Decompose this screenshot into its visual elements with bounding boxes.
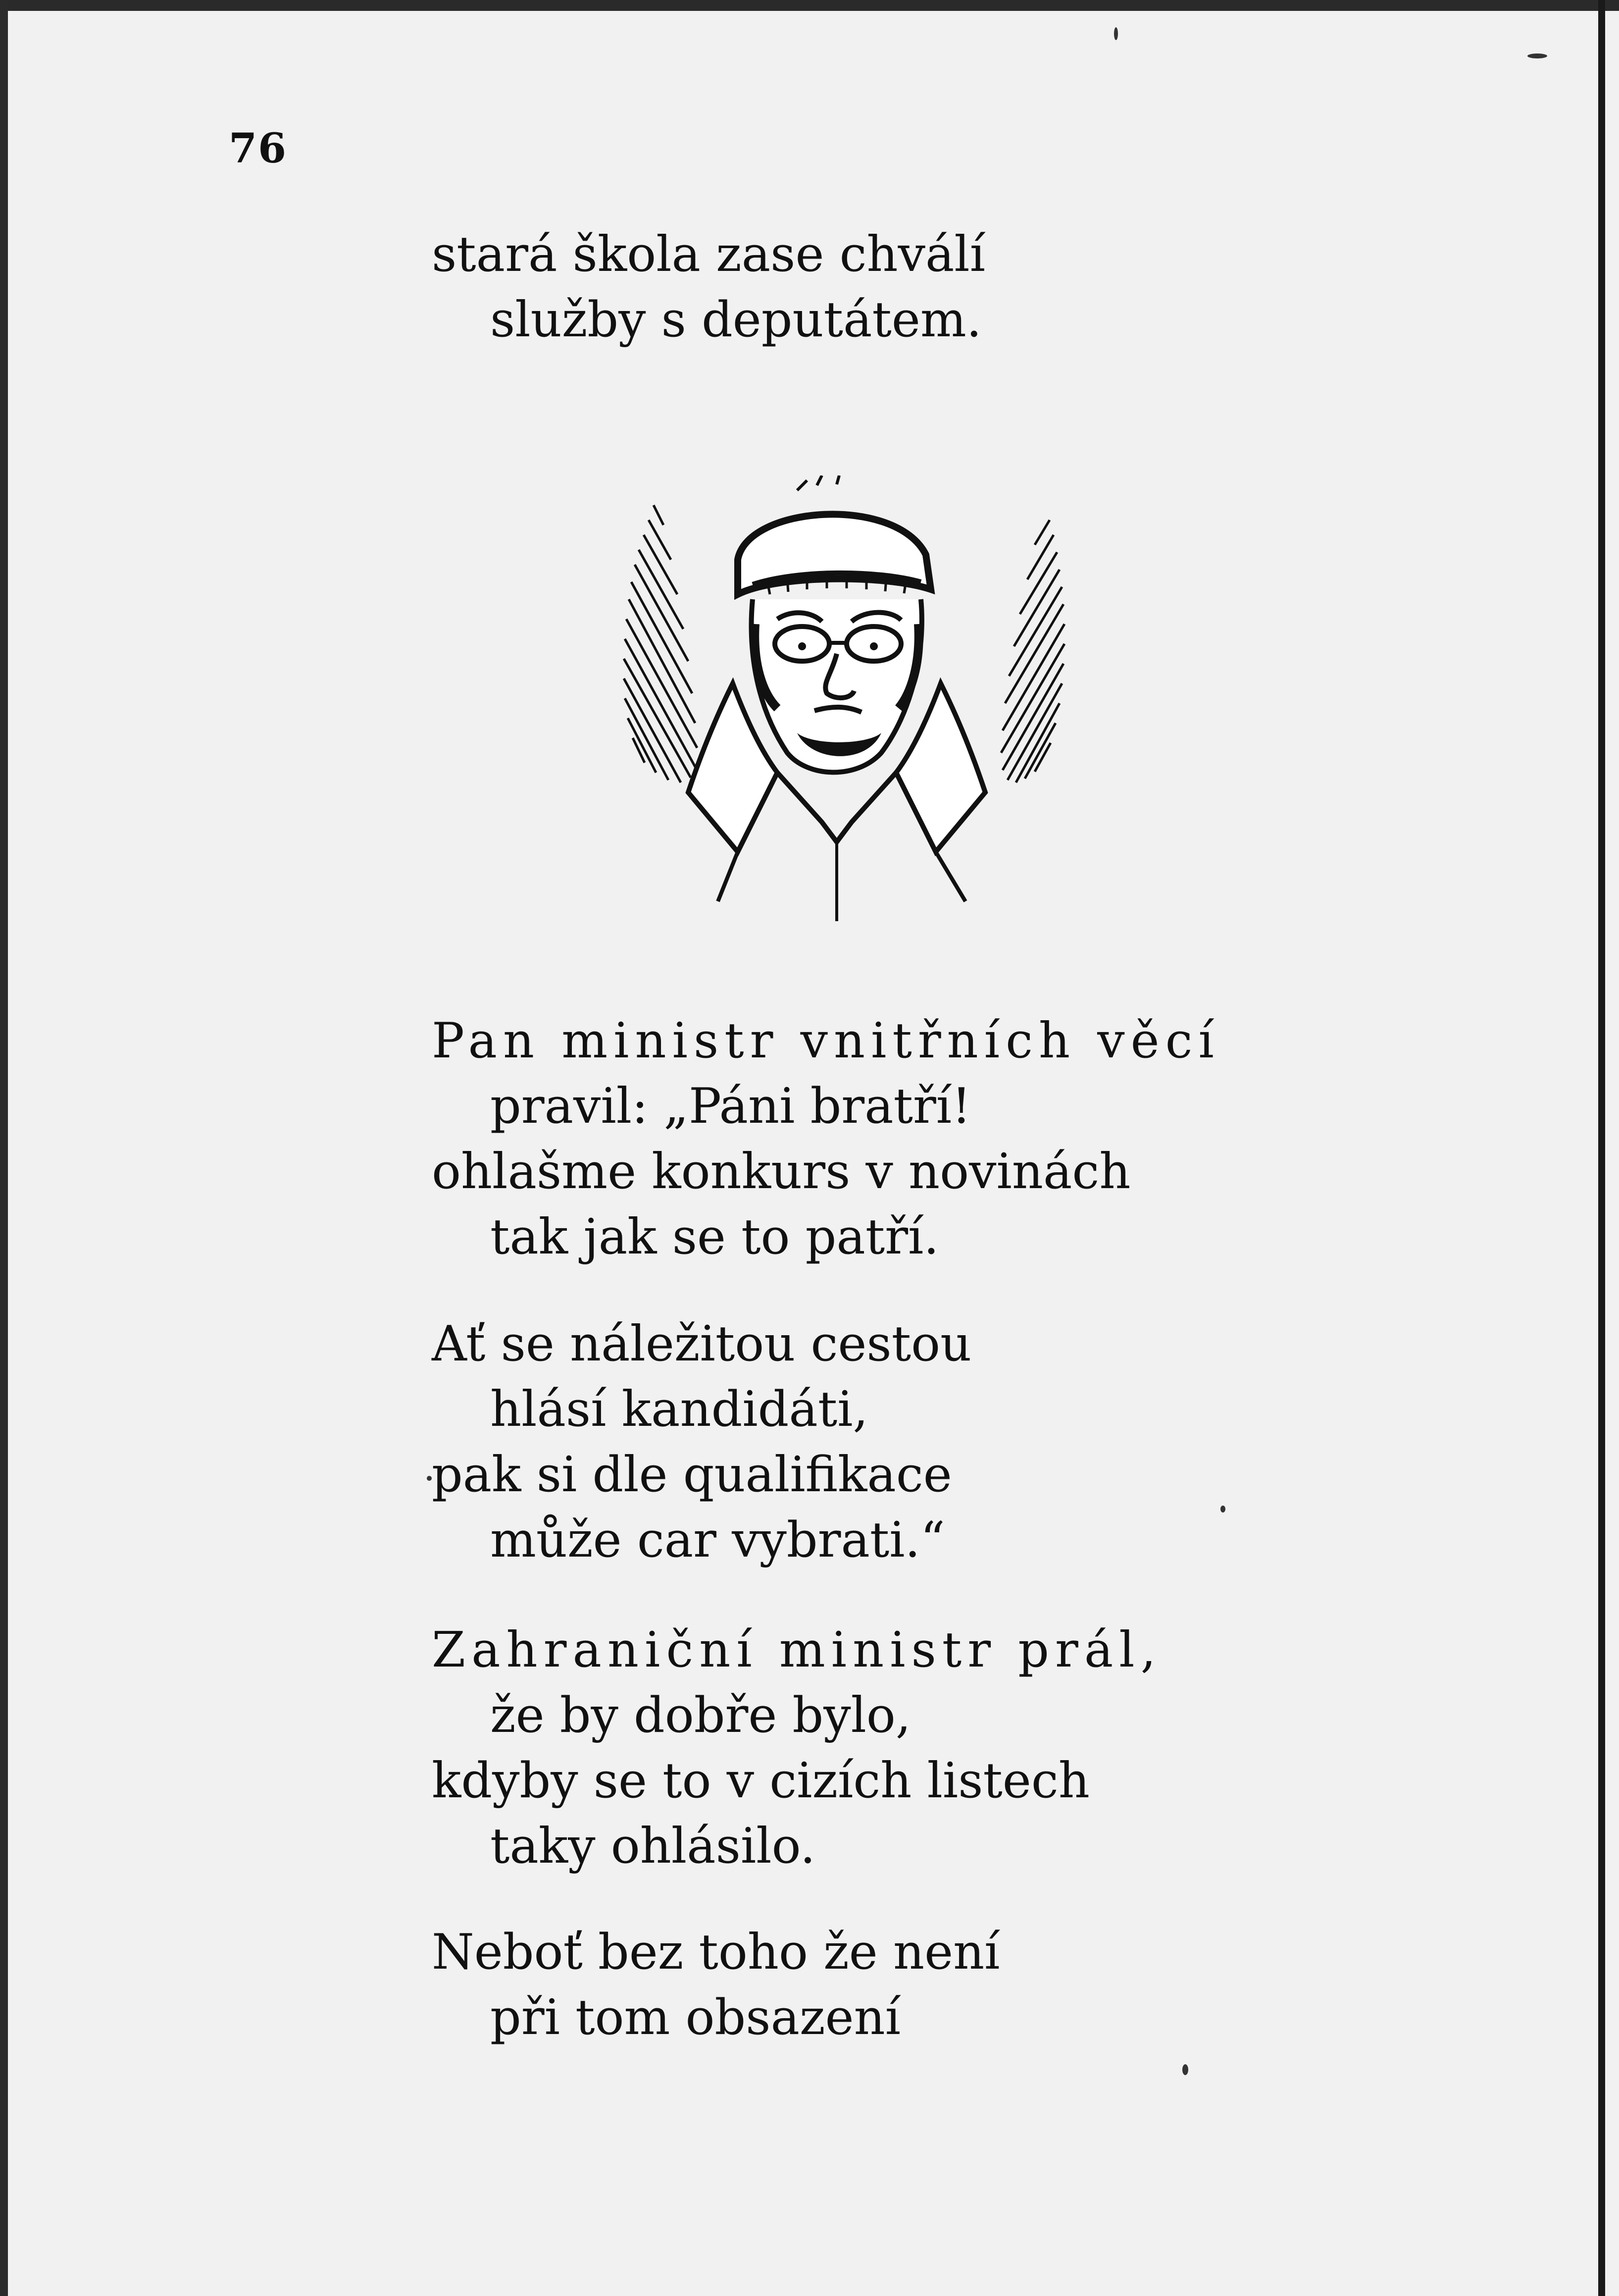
scan-speck xyxy=(1114,27,1118,40)
verse-line: Zahraniční ministr prál, xyxy=(432,1622,1162,1678)
stanza-3 xyxy=(432,1311,971,1573)
verse-line: ohlašme konkurs v novinách xyxy=(432,1144,1131,1200)
verse-line: Pan ministr vnitřních věcí xyxy=(432,1013,1220,1069)
verse-line: pak si dle qualifikace xyxy=(432,1447,952,1503)
scan-speck xyxy=(1527,53,1547,58)
verse-line: stará škola zase chválí xyxy=(432,226,986,283)
stanza-4 xyxy=(432,1618,1162,1879)
verse-line: hlásí kandidáti, xyxy=(490,1381,868,1438)
scan-speck xyxy=(427,1476,432,1481)
scan-edge-top xyxy=(0,0,1619,11)
stanza-5 xyxy=(432,1920,1000,2050)
verse-line: kdyby se to v cizích listech xyxy=(432,1753,1090,1809)
scan-speck xyxy=(1220,1506,1225,1513)
verse-line: může car vybrati.“ xyxy=(490,1512,945,1568)
scan-edge-right xyxy=(1598,0,1605,2296)
right-hatch-shading xyxy=(1001,520,1064,783)
verse-line: při tom obsazení xyxy=(490,1989,901,2046)
verse-line: Ať se náležitou cestou xyxy=(432,1316,972,1372)
verse-line: taky ohlásilo. xyxy=(490,1818,816,1875)
scan-edge-left xyxy=(0,0,8,2296)
verse-line: Neboť bez toho že není xyxy=(432,1924,1000,1981)
verse-line: tak jak se to patří. xyxy=(490,1209,939,1265)
scan-speck xyxy=(1182,2064,1188,2075)
page-number: 76 xyxy=(229,125,288,172)
verse-line: že by dobře bylo, xyxy=(490,1687,911,1744)
left-hatch-shading xyxy=(624,505,697,783)
stanza-1 xyxy=(432,222,985,353)
stanza-2 xyxy=(432,1008,1220,1270)
verse-line: pravil: „Páni bratří! xyxy=(490,1078,971,1135)
verse-line: služby s deputátem. xyxy=(490,292,982,348)
old-man-portrait-icon xyxy=(589,475,1074,951)
